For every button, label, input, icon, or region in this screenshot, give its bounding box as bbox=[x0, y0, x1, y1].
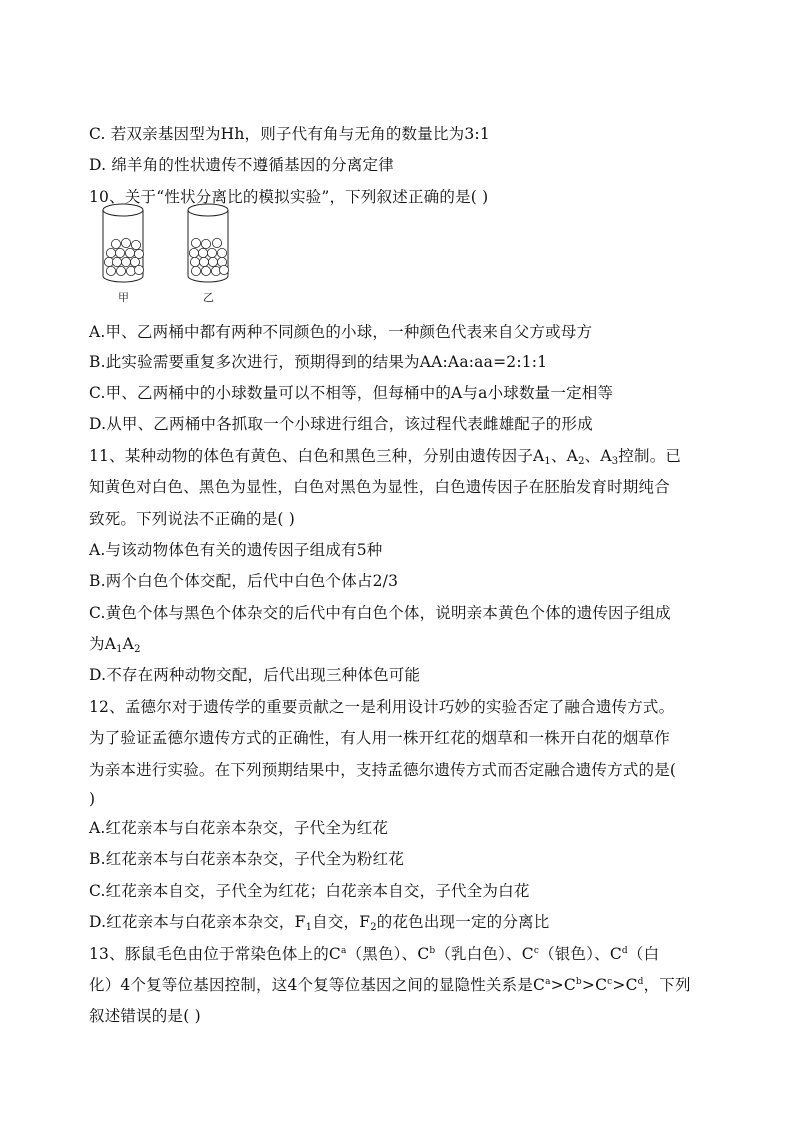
q9-option-c: C. 若双亲基因型为Hh，则子代有角与无角的数量比为3:1 bbox=[89, 125, 490, 143]
superscript: b bbox=[575, 977, 582, 987]
q10-stem: 10、关于“性状分离比的模拟实验”，下列叙述正确的是( ) bbox=[89, 188, 489, 206]
q11-stem-line-2: 知黄色对白色、黑色为显性，白色对黑色为显性，白色遗传因子在胚胎发育时期纯合 bbox=[89, 478, 670, 496]
superscript: d bbox=[637, 977, 644, 987]
q13-stem-line-1 bbox=[89, 944, 729, 964]
superscript: a bbox=[340, 946, 347, 956]
q11-stem-text: 11、某种动物的体色有黄色、白色和黑色三种，分别由遗传因子A bbox=[89, 447, 545, 465]
subscript: 1 bbox=[544, 456, 551, 467]
q12-option-d-text: 的花色出现一定的分离比 bbox=[376, 913, 550, 931]
q11-stem-text: 控制。已 bbox=[618, 447, 682, 465]
superscript: a bbox=[545, 977, 551, 987]
q11-option-c-line-1: C.黄色个体与黑色个体杂交的后代中有白色个体，说明亲本黄色个体的遗传因子组成 bbox=[89, 604, 671, 622]
bucket-yi-label: 乙 bbox=[203, 291, 214, 304]
q11-option-a: A.与该动物体色有关的遗传因子组成有5种 bbox=[89, 541, 383, 559]
q12-stem-line-4: ) bbox=[89, 790, 96, 808]
q10-figure-buckets bbox=[98, 196, 248, 308]
q11-option-c-text: 为A bbox=[89, 635, 117, 653]
q13-stem-line-3: 叙述错误的是( ) bbox=[89, 1007, 201, 1025]
q13-text: （白 bbox=[627, 945, 660, 963]
q10-option-c: C.甲、乙两桶中的小球数量可以不相等，但每桶中的A与a小球数量一定相等 bbox=[89, 384, 614, 402]
q12-option-d-text: D.红花亲本与白花亲本杂交，F bbox=[89, 913, 306, 931]
subscript: 2 bbox=[370, 922, 377, 933]
subscript: 3 bbox=[611, 456, 619, 467]
q13-text: （黑色）、C bbox=[346, 945, 430, 963]
q12-option-d-text: 自交，F bbox=[312, 913, 371, 931]
q9-option-d: D. 绵羊角的性状遗传不遵循基因的分离定律 bbox=[89, 156, 394, 174]
q12-stem-line-2: 为了验证孟德尔遗传方式的正确性，有人用一株开红花的烟草和一株开白花的烟草作 bbox=[89, 729, 670, 747]
superscript: d bbox=[621, 946, 628, 956]
q13-text: ，下列 bbox=[643, 976, 691, 994]
q12-option-c: C.红花亲本自交，子代全为红花；白花亲本自交，子代全为白花 bbox=[89, 882, 530, 900]
q11-stem-line-1 bbox=[89, 446, 729, 466]
q10-option-b: B.此实验需要重复多次进行，预期得到的结果为AA:Aa:aa=2:1:1 bbox=[89, 353, 548, 371]
q11-stem-line-3: 致死。下列说法不正确的是( ) bbox=[89, 510, 296, 528]
subscript: 1 bbox=[305, 922, 313, 933]
q11-option-d: D.不存在两种动物交配，后代出现三种体色可能 bbox=[89, 666, 421, 684]
q11-option-c-line-2 bbox=[89, 634, 729, 654]
superscript: c bbox=[533, 946, 540, 956]
q13-text: >C bbox=[612, 976, 638, 994]
q11-option-b: B.两个白色个体交配，后代中白色个体占2/3 bbox=[89, 572, 399, 590]
q13-text: >C bbox=[550, 976, 576, 994]
q10-option-d: D.从甲、乙两桶中各抓取一个小球进行组合，该过程代表雌雄配子的形成 bbox=[89, 415, 593, 433]
subscript: 2 bbox=[578, 456, 585, 467]
q12-stem-line-3: 为亲本进行实验。在下列预期结果中，支持孟德尔遗传方式而否定融合遗传方式的是( bbox=[89, 761, 677, 779]
subscript: 2 bbox=[134, 644, 141, 655]
q11-stem-text: 、A bbox=[584, 447, 612, 465]
bucket-jia-label: 甲 bbox=[118, 291, 129, 304]
q13-text: 化）4个复等位基因控制，这4个复等位基因之间的显隐性关系是C bbox=[89, 976, 546, 994]
q12-option-d bbox=[89, 912, 729, 932]
q12-stem-line-1: 12、孟德尔对于遗传学的重要贡献之一是利用设计巧妙的实验否定了融合遗传方式。 bbox=[89, 698, 675, 716]
q13-text: （银色）、C bbox=[539, 945, 622, 963]
q13-text: >C bbox=[581, 976, 608, 994]
q10-option-a: A.甲、乙两桶中都有两种不同颜色的小球，一种颜色代表来自父方或母方 bbox=[89, 323, 593, 341]
q13-text: 13、豚鼠毛色由位于常染色体上的C bbox=[89, 945, 341, 963]
q11-stem-text: 、A bbox=[550, 447, 579, 465]
q12-option-b: B.红花亲本与白花亲本杂交，子代全为粉红花 bbox=[89, 850, 405, 868]
q11-option-c-text: A bbox=[122, 635, 135, 653]
superscript: c bbox=[607, 977, 613, 987]
q12-option-a: A.红花亲本与白花亲本杂交，子代全为红花 bbox=[89, 819, 389, 837]
superscript: b bbox=[429, 946, 436, 956]
q13-stem-line-2 bbox=[89, 975, 729, 995]
q13-text: （乳白色）、C bbox=[435, 945, 534, 963]
subscript: 1 bbox=[116, 644, 123, 655]
